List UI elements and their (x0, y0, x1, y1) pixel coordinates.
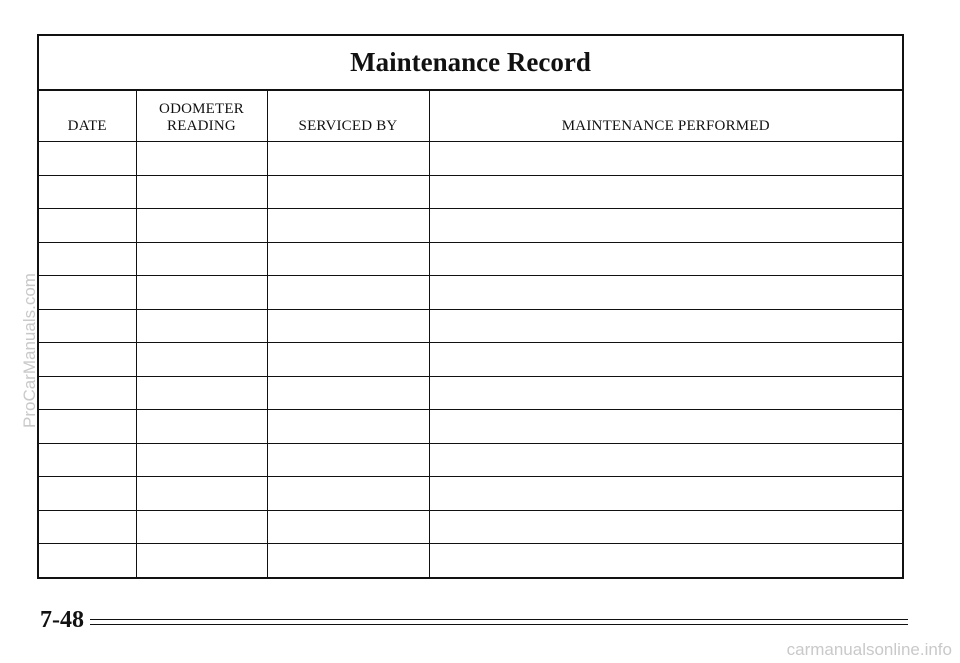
date-cell[interactable] (39, 477, 136, 511)
date-cell[interactable] (39, 242, 136, 276)
form-title: Maintenance Record (39, 36, 902, 91)
serviced-by-cell[interactable] (267, 376, 429, 410)
log-body (39, 142, 902, 578)
maintenance-record-form (37, 34, 904, 579)
date-cell[interactable] (39, 142, 136, 176)
date-cell[interactable] (39, 209, 136, 243)
date-cell[interactable] (39, 343, 136, 377)
column-header-date: DATE (39, 91, 136, 142)
serviced-by-cell[interactable] (267, 510, 429, 544)
maintenance-cell[interactable] (429, 209, 902, 243)
table-row (39, 544, 902, 577)
odometer-cell[interactable] (136, 343, 267, 377)
maintenance-cell[interactable] (429, 343, 902, 377)
table-row (39, 510, 902, 544)
serviced-by-cell[interactable] (267, 142, 429, 176)
maintenance-cell[interactable] (429, 410, 902, 444)
serviced-by-cell[interactable] (267, 175, 429, 209)
odometer-cell[interactable] (136, 142, 267, 176)
maintenance-cell[interactable] (429, 142, 902, 176)
table-row (39, 142, 902, 176)
date-cell[interactable] (39, 510, 136, 544)
page-footer (40, 605, 908, 635)
serviced-by-cell[interactable] (267, 209, 429, 243)
maintenance-log-table (39, 91, 902, 577)
odometer-header-line1: ODOMETER (159, 101, 244, 117)
bottom-watermark: carmanualsonline.info (786, 640, 952, 659)
serviced-by-cell[interactable] (267, 443, 429, 477)
maintenance-cell[interactable] (429, 376, 902, 410)
odometer-cell[interactable] (136, 175, 267, 209)
table-row (39, 376, 902, 410)
serviced-by-cell[interactable] (267, 276, 429, 310)
maintenance-cell[interactable] (429, 242, 902, 276)
side-watermark: ProCarManuals.com (20, 273, 39, 428)
odometer-cell[interactable] (136, 410, 267, 444)
serviced-by-cell[interactable] (267, 410, 429, 444)
column-header-serviced-by: SERVICED BY (267, 91, 429, 142)
footer-rule (90, 619, 908, 625)
serviced-by-cell[interactable] (267, 477, 429, 511)
table-row (39, 410, 902, 444)
table-header-row (39, 91, 902, 142)
odometer-cell[interactable] (136, 510, 267, 544)
odometer-cell[interactable] (136, 242, 267, 276)
maintenance-cell[interactable] (429, 175, 902, 209)
table-row (39, 443, 902, 477)
date-cell[interactable] (39, 175, 136, 209)
serviced-by-cell[interactable] (267, 242, 429, 276)
maintenance-cell[interactable] (429, 544, 902, 577)
odometer-cell[interactable] (136, 276, 267, 310)
maintenance-cell[interactable] (429, 477, 902, 511)
table-row (39, 477, 902, 511)
date-cell[interactable] (39, 544, 136, 577)
maintenance-cell[interactable] (429, 276, 902, 310)
date-cell[interactable] (39, 309, 136, 343)
table-row (39, 242, 902, 276)
date-cell[interactable] (39, 376, 136, 410)
table-row (39, 343, 902, 377)
serviced-by-cell[interactable] (267, 309, 429, 343)
odometer-cell[interactable] (136, 309, 267, 343)
odometer-cell[interactable] (136, 544, 267, 577)
odometer-cell[interactable] (136, 477, 267, 511)
maintenance-cell[interactable] (429, 510, 902, 544)
table-row (39, 175, 902, 209)
date-cell[interactable] (39, 443, 136, 477)
date-cell[interactable] (39, 410, 136, 444)
odometer-cell[interactable] (136, 209, 267, 243)
odometer-cell[interactable] (136, 443, 267, 477)
maintenance-cell[interactable] (429, 309, 902, 343)
page-number: 7-48 (40, 606, 84, 633)
table-row (39, 276, 902, 310)
column-header-maintenance-performed: MAINTENANCE PERFORMED (429, 91, 902, 142)
odometer-header-line2: READING (167, 118, 236, 134)
serviced-by-cell[interactable] (267, 544, 429, 577)
serviced-by-cell[interactable] (267, 343, 429, 377)
table-row (39, 309, 902, 343)
column-header-odometer-reading (136, 91, 267, 142)
odometer-cell[interactable] (136, 376, 267, 410)
table-row (39, 209, 902, 243)
maintenance-cell[interactable] (429, 443, 902, 477)
date-cell[interactable] (39, 276, 136, 310)
